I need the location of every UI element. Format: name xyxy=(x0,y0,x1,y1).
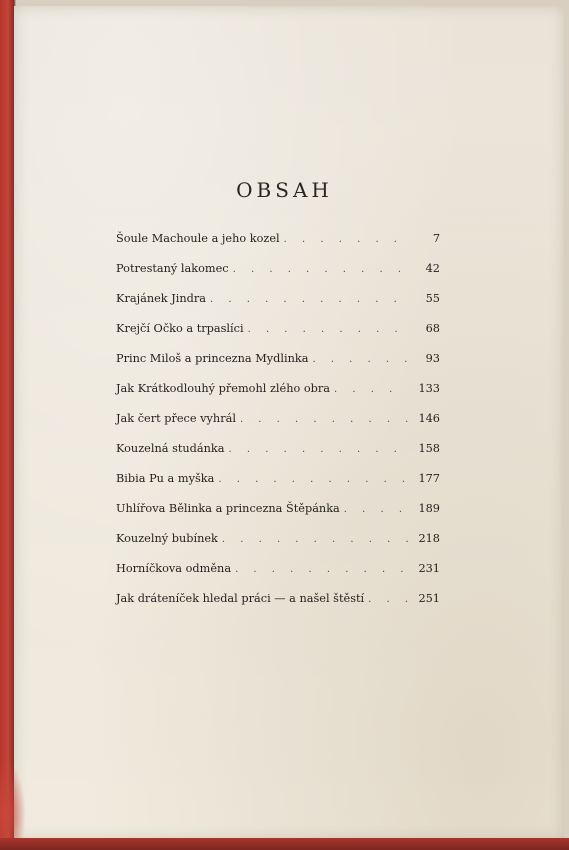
toc-leader-dots xyxy=(368,594,408,605)
toc-leader-dots xyxy=(240,414,408,425)
toc-entry-page: 189 xyxy=(418,502,440,515)
toc-leader-dots xyxy=(235,564,408,575)
toc-entry xyxy=(116,442,440,458)
toc-leader-dots xyxy=(229,444,408,455)
toc-entry-title: Kouzelná studánka xyxy=(116,442,225,455)
toc-entry-page: 55 xyxy=(425,292,440,305)
toc-entry xyxy=(116,322,440,338)
toc-leader-dots xyxy=(284,234,408,245)
toc-entry-title: Krajánek Jindra xyxy=(116,292,206,305)
toc-leader-dots xyxy=(210,294,408,305)
toc-entry-title: Jak čert přece vyhrál xyxy=(116,412,236,425)
toc-entry xyxy=(116,382,440,398)
toc-entry xyxy=(116,292,440,308)
toc-entry-page: 177 xyxy=(418,472,440,485)
toc-entry-title: Potrestaný lakomec xyxy=(116,262,229,275)
toc-entry-page: 93 xyxy=(425,352,440,365)
toc-entry xyxy=(116,352,440,368)
toc-leader-dots xyxy=(233,264,408,275)
toc-entry-page: 133 xyxy=(418,382,440,395)
toc-leader-dots xyxy=(334,384,408,395)
toc-entry xyxy=(116,412,440,428)
toc-entry xyxy=(116,592,440,608)
toc-leader-dots xyxy=(222,534,408,545)
toc-leader-dots xyxy=(248,324,408,335)
toc-entry-title: Princ Miloš a princezna Mydlinka xyxy=(116,352,309,365)
toc-entry-page: 218 xyxy=(418,532,440,545)
toc-entry-page: 158 xyxy=(418,442,440,455)
toc-entry-page: 231 xyxy=(418,562,440,575)
toc-entry xyxy=(116,502,440,518)
toc-entry-title: Kouzelný bubínek xyxy=(116,532,218,545)
toc-entry xyxy=(116,232,440,248)
toc-entry-title: Horníčkova odměna xyxy=(116,562,232,575)
toc-entry-title: Bibia Pu a myška xyxy=(116,472,215,485)
toc-entry-title: Krejčí Očko a trpaslíci xyxy=(116,322,244,335)
toc-entry-page: 68 xyxy=(425,322,440,335)
toc-entry-page: 7 xyxy=(432,232,440,245)
contents-heading: OBSAH xyxy=(236,178,333,202)
toc-entry-title: Uhlířova Bělinka a princezna Štěpánka xyxy=(116,502,340,515)
toc-entry-title: Jak dráteníček hledal práci — a našel štěstí xyxy=(116,592,365,605)
book-cover-edge xyxy=(0,838,569,850)
toc-leader-dots xyxy=(312,354,408,365)
toc-entry-page: 146 xyxy=(418,412,440,425)
page-edge-stain xyxy=(0,760,26,850)
toc-entry xyxy=(116,532,440,548)
toc-entry-title: Šoule Machoule a jeho kozel xyxy=(116,232,280,245)
toc-entry-page: 42 xyxy=(425,262,440,275)
toc-entry xyxy=(116,562,440,578)
toc-leader-dots xyxy=(218,474,408,485)
toc-entry xyxy=(116,262,440,278)
toc-entry-page: 251 xyxy=(418,592,440,605)
toc-entry xyxy=(116,472,440,488)
toc-entry-title: Jak Krátkodlouhý přemohl zlého obra xyxy=(116,382,331,395)
toc-leader-dots xyxy=(344,504,408,515)
